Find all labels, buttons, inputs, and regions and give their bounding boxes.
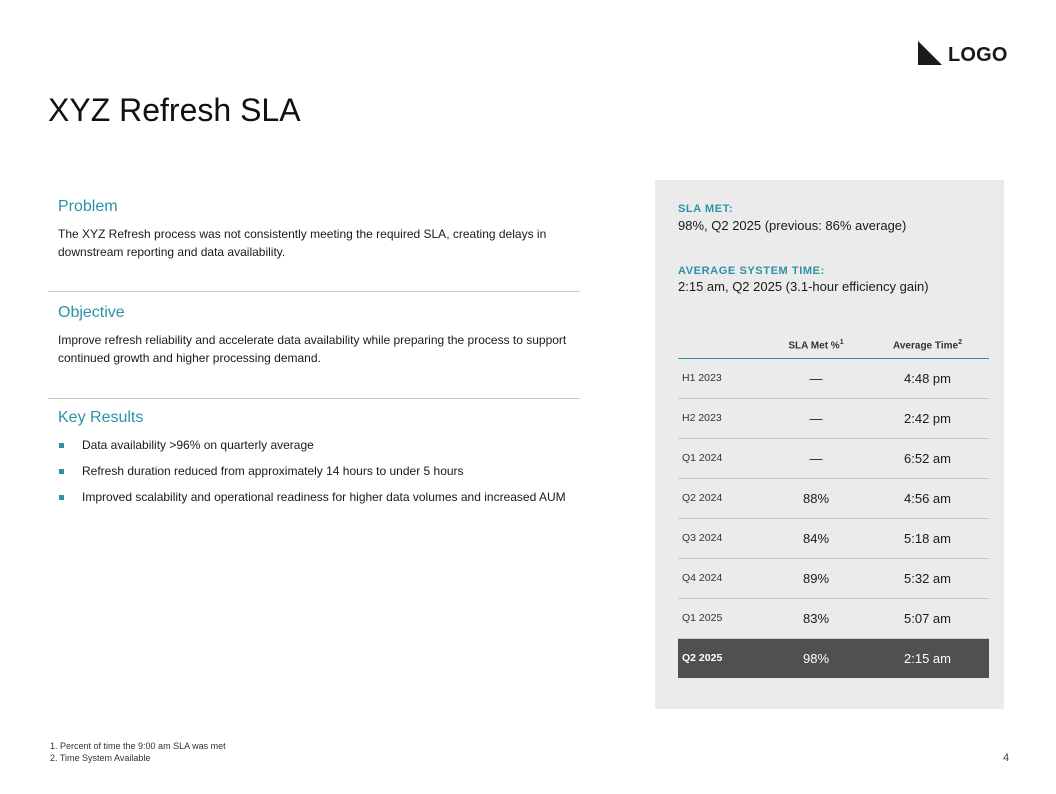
time-cell: 4:48 pm xyxy=(866,358,989,398)
objective-body: Improve refresh reliability and accelerate data availability while preparing the process to support continued growth and higher processing demand. xyxy=(58,333,567,365)
period-cell: Q1 2025 xyxy=(678,598,766,638)
sla-cell: 84% xyxy=(766,518,866,558)
time-cell: 5:32 am xyxy=(866,558,989,598)
sla-cell: — xyxy=(766,398,866,438)
period-cell: Q2 2024 xyxy=(678,478,766,518)
time-cell: 5:18 am xyxy=(866,518,989,558)
footnotes xyxy=(50,740,226,764)
table-header-row xyxy=(678,337,989,358)
key-results-list xyxy=(58,436,570,506)
sla-panel xyxy=(655,180,1004,709)
period-cell: Q4 2024 xyxy=(678,558,766,598)
page-number: 4 xyxy=(1003,752,1010,764)
table-row xyxy=(678,518,989,558)
bullet-square-icon xyxy=(59,469,64,474)
list-item xyxy=(58,436,570,454)
column-header-period xyxy=(678,337,766,358)
sla-cell: 88% xyxy=(766,478,866,518)
page-title: XYZ Refresh SLA xyxy=(48,92,301,128)
period-cell: H2 2023 xyxy=(678,398,766,438)
column-header-average-time: Average Time$^2$ xyxy=(866,337,989,358)
table-row xyxy=(678,478,989,518)
footnote-1: 1. Percent of time the 9:00 am SLA was met xyxy=(50,741,226,751)
list-item xyxy=(58,488,570,506)
key-results-heading: Key Results xyxy=(58,409,144,426)
avg-time-value: 2:15 am, Q2 2025 (3.1-hour efficiency gain) xyxy=(678,279,929,294)
objective-section xyxy=(48,292,580,398)
sla-cell: — xyxy=(766,438,866,478)
time-cell: 2:42 pm xyxy=(866,398,989,438)
sla-cell: 98% xyxy=(766,638,866,678)
key-results-section xyxy=(48,399,580,506)
sla-cell: 89% xyxy=(766,558,866,598)
footnote-marker: 1 xyxy=(839,339,844,346)
list-item xyxy=(58,462,570,480)
sla-cell: — xyxy=(766,358,866,398)
list-item-text: Data availability >96% on quarterly average xyxy=(82,438,314,452)
problem-heading: Problem xyxy=(58,198,118,215)
bullet-square-icon xyxy=(59,443,64,448)
period-cell: H1 2023 xyxy=(678,358,766,398)
table-row-highlighted xyxy=(678,638,989,678)
left-column xyxy=(48,187,580,514)
period-cell: Q3 2024 xyxy=(678,518,766,558)
sla-met-value: 98%, Q2 2025 (previous: 86% average) xyxy=(678,218,907,233)
table-row xyxy=(678,598,989,638)
table-row xyxy=(678,398,989,438)
logo-text: LOGO xyxy=(948,44,1008,66)
sla-met-label: SLA MET: xyxy=(678,203,734,215)
sla-cell: 83% xyxy=(766,598,866,638)
table-row xyxy=(678,558,989,598)
avg-time-label: AVERAGE SYSTEM TIME: xyxy=(678,265,825,277)
problem-section xyxy=(48,187,580,291)
problem-body: The XYZ Refresh process was not consistently meeting the required SLA, creating delays in downstream reporting and data availability. xyxy=(58,227,547,259)
period-cell: Q1 2024 xyxy=(678,438,766,478)
time-cell: 2:15 am xyxy=(866,638,989,678)
footnote-marker: 2 xyxy=(958,339,962,346)
table-row xyxy=(678,438,989,478)
list-item-text: Refresh duration reduced from approximately 14 hours to under 5 hours xyxy=(82,464,464,478)
sla-table xyxy=(678,337,989,678)
column-header-sla-met: SLA Met %$^1$ xyxy=(766,337,866,358)
table-row xyxy=(678,358,989,398)
bullet-square-icon xyxy=(59,495,64,500)
footnote-2: 2. Time System Available xyxy=(50,753,151,763)
logo-triangle-icon xyxy=(918,41,942,65)
list-item-text: Improved scalability and operational readiness for higher data volumes and increased AUM xyxy=(82,490,566,504)
period-cell: Q2 2025 xyxy=(678,638,766,678)
objective-heading: Objective xyxy=(58,304,125,321)
time-cell: 5:07 am xyxy=(866,598,989,638)
time-cell: 4:56 am xyxy=(866,478,989,518)
time-cell: 6:52 am xyxy=(866,438,989,478)
logo xyxy=(918,41,1008,67)
